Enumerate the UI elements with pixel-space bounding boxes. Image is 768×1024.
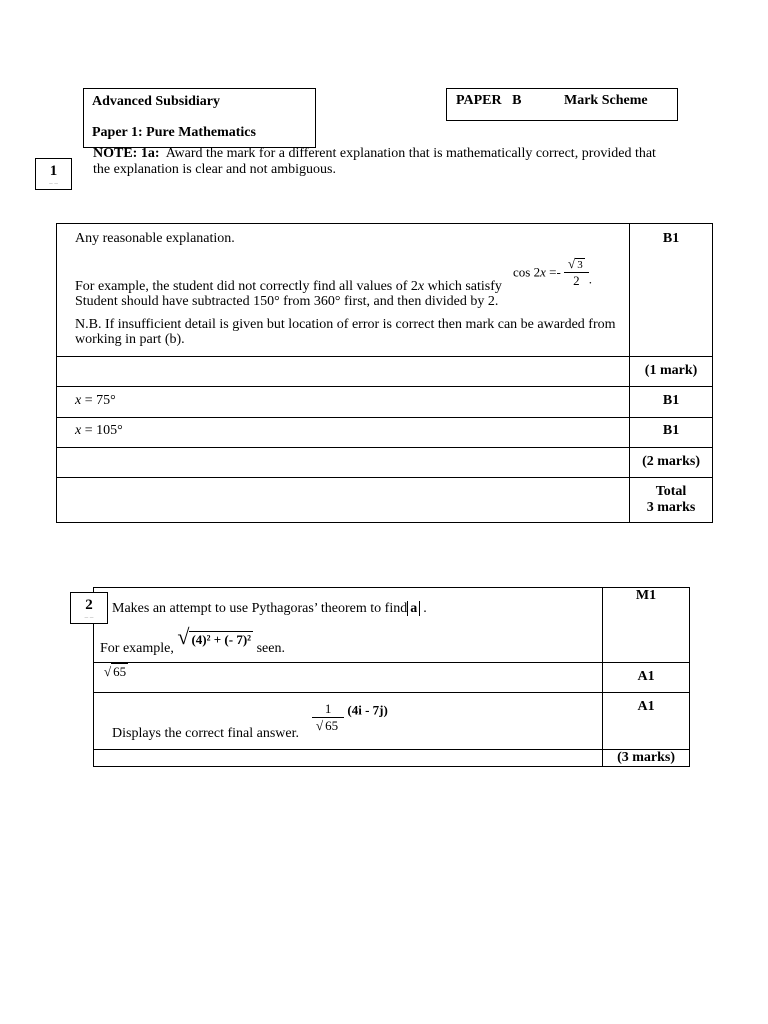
q1-line3: Student should have subtracted 150° from 360° first, and then divided by 2. [75, 294, 499, 309]
q1-line2-suffix: which satisfy [424, 279, 502, 294]
q1-row3-mark: B1 [630, 387, 713, 418]
q2-mark-table [93, 587, 690, 767]
q2-row1-text [94, 588, 603, 663]
question-number-2-label: 2 [85, 597, 93, 613]
question-number-1-dash: – – [49, 179, 58, 187]
q1-line1: Any reasonable explanation. [75, 231, 235, 246]
sqrt-symbol: √ [177, 624, 190, 649]
header-paper: PAPER B [456, 93, 522, 108]
note-label: NOTE: 1a: [93, 146, 160, 161]
sqrt-symbol: √ [104, 664, 112, 679]
q2-example-sqrt [177, 624, 253, 650]
q2-frac-den-wrap [312, 718, 344, 734]
q1-eq-dot: . [588, 271, 592, 287]
q2-example-expr: (4)² + (- 7)² [191, 632, 252, 647]
q1-row4-text [57, 418, 630, 448]
q2-abs-a-var: a [410, 601, 418, 616]
q1-line2 [75, 279, 502, 295]
table-row [57, 448, 713, 478]
q1-row1-mark: B1 [630, 224, 713, 357]
q1-row4-var: x [75, 423, 82, 438]
q2-abs-a [407, 601, 420, 616]
q1-eq-var: x [540, 264, 546, 280]
q1-row6-mark [630, 478, 713, 523]
sqrt-symbol: √ [316, 718, 324, 733]
q1-eq-fraction [564, 256, 589, 289]
q2-answer-vector: (4i - 7j) [347, 702, 388, 718]
q2-line1-text: Makes an attempt to use Pythagoras’ theorem to find [112, 601, 408, 616]
q1-row5-mark: (2 marks) [630, 448, 713, 478]
q2-line1-end: . [423, 601, 427, 616]
q1-row2-text [57, 357, 630, 387]
q2-frac-den: 65 [325, 718, 339, 733]
question-number-2 [70, 592, 108, 624]
header-left-line1: Advanced Subsidiary [92, 94, 220, 109]
q2-answer-fraction [312, 701, 344, 734]
q1-line2-prefix: For example, the student did not correctly find all values of 2 [75, 279, 418, 294]
q1-mark-table [56, 223, 713, 523]
q2-example-prefix: For example, [100, 641, 174, 656]
note-line1 [93, 146, 693, 162]
q1-eq-num: 3 [577, 259, 583, 271]
table-row [94, 588, 690, 663]
q2-frac-num: 1 [312, 701, 344, 718]
q1-eq-op: =- [545, 264, 565, 280]
header-left-box [83, 88, 316, 148]
question-number-2-dash: – – [84, 613, 94, 621]
q1-eq-lhs: cos 2 [513, 264, 541, 280]
q2-row2-mark: A1 [603, 663, 690, 693]
note-text-line2: the explanation is clear and not ambiguous. [93, 162, 336, 177]
q1-row6-text [57, 478, 630, 523]
table-row [57, 478, 713, 523]
q1-row1-text [57, 224, 630, 357]
table-row [94, 750, 690, 767]
q1-line5: working in part (b). [75, 332, 185, 347]
question-number-1 [35, 158, 72, 190]
q1-eq-den: 2 [573, 273, 580, 288]
q1-row3-value: = 75° [81, 393, 116, 408]
q2-answer-expr [312, 701, 388, 734]
table-row [94, 663, 690, 693]
q2-row2-radicand: 65 [113, 664, 127, 679]
q1-line4: N.B. If insufficient detail is given but location of error is correct then mark can be awarded from [75, 317, 616, 332]
q1-line2-var: x [417, 279, 425, 294]
q2-row3-text [94, 693, 603, 750]
table-row [57, 418, 713, 448]
q2-line1 [112, 601, 427, 617]
question-number-1-label: 1 [49, 163, 58, 179]
q2-row2-text [94, 663, 603, 693]
q2-row4-text [94, 750, 603, 767]
table-row [94, 693, 690, 750]
header-left-line2: Paper 1: Pure Mathematics [92, 125, 256, 140]
note-text-line1: Award the mark for a different explanation that is mathematically correct, provided that [165, 146, 656, 161]
table-row [57, 357, 713, 387]
q2-row1-mark: M1 [603, 588, 690, 663]
q1-total-marks: 3 marks [646, 500, 696, 515]
q2-example [100, 624, 285, 658]
note-block [93, 146, 693, 178]
q2-answer-text: Displays the correct final answer. [112, 726, 299, 741]
table-row [57, 224, 713, 357]
q2-example-suffix: seen. [256, 641, 285, 656]
q2-row4-mark: (3 marks) [603, 750, 690, 767]
sqrt-symbol: √ [568, 256, 576, 271]
q1-row5-text [57, 448, 630, 478]
q1-equation [513, 256, 592, 289]
header-scheme: Mark Scheme [564, 93, 648, 108]
q1-total-label: Total [655, 484, 687, 499]
q2-row3-mark: A1 [603, 693, 690, 750]
q1-row4-mark: B1 [630, 418, 713, 448]
q1-row2-mark: (1 mark) [630, 357, 713, 387]
q1-row3-var: x [75, 393, 82, 408]
q1-row4-value: = 105° [81, 423, 123, 438]
table-row [57, 387, 713, 418]
q1-row3-text [57, 387, 630, 418]
header-right-box [446, 88, 678, 121]
